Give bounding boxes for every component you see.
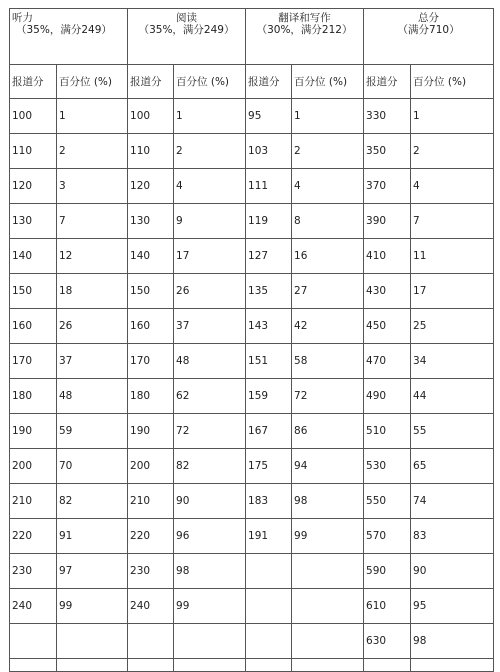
reading-percentile-cell: 90 — [174, 484, 246, 519]
translation-writing-percentile-header: 百分位 (%) — [292, 65, 364, 99]
translation-writing-percentile-cell: 1 — [292, 99, 364, 134]
reading-header — [128, 9, 246, 65]
translation-writing-percentile-cell: 42 — [292, 309, 364, 344]
total-percentile-cell: 95 — [411, 589, 494, 624]
total-score-header: 报道分 — [364, 65, 411, 99]
total-percentile-cell: 2 — [411, 134, 494, 169]
table-row — [10, 449, 494, 484]
translation-writing-percentile-cell — [292, 589, 364, 624]
total-percentile-cell: 55 — [411, 414, 494, 449]
table-row — [10, 659, 494, 672]
translation-writing-score-cell: 95 — [246, 99, 292, 134]
total-percentile-cell: 17 — [411, 274, 494, 309]
reading-percentile-cell: 99 — [174, 589, 246, 624]
listening-percentile-cell: 70 — [57, 449, 128, 484]
reading-score-cell: 230 — [128, 554, 174, 589]
translation-writing-percentile-cell: 4 — [292, 169, 364, 204]
reading-percentile-cell: 96 — [174, 519, 246, 554]
total-score-cell: 430 — [364, 274, 411, 309]
listening-score-cell: 170 — [10, 344, 57, 379]
reading-score-cell — [128, 659, 174, 672]
total-percentile-cell: 83 — [411, 519, 494, 554]
listening-percentile-cell: 97 — [57, 554, 128, 589]
listening-percentile-cell: 99 — [57, 589, 128, 624]
reading-score-cell: 190 — [128, 414, 174, 449]
translation-writing-detail: （30%，满分212） — [256, 24, 353, 36]
total-percentile-cell: 1 — [411, 99, 494, 134]
translation-writing-percentile-cell: 8 — [292, 204, 364, 239]
total-percentile-cell: 74 — [411, 484, 494, 519]
table-row — [10, 484, 494, 519]
translation-writing-score-header: 报道分 — [246, 65, 292, 99]
reading-percentile-cell: 9 — [174, 204, 246, 239]
total-percentile-cell: 34 — [411, 344, 494, 379]
reading-score-cell — [128, 624, 174, 659]
total-percentile-cell: 90 — [411, 554, 494, 589]
listening-percentile-cell: 3 — [57, 169, 128, 204]
total-score-cell — [364, 659, 411, 672]
reading-score-cell: 200 — [128, 449, 174, 484]
listening-percentile-cell: 7 — [57, 204, 128, 239]
reading-score-cell: 120 — [128, 169, 174, 204]
reading-percentile-cell — [174, 624, 246, 659]
total-score-cell: 330 — [364, 99, 411, 134]
table-row — [10, 309, 494, 344]
translation-writing-percentile-cell: 86 — [292, 414, 364, 449]
listening-percentile-cell: 37 — [57, 344, 128, 379]
translation-writing-score-cell: 191 — [246, 519, 292, 554]
translation-writing-percentile-cell: 99 — [292, 519, 364, 554]
translation-writing-percentile-cell — [292, 554, 364, 589]
listening-score-cell: 230 — [10, 554, 57, 589]
listening-score-cell — [10, 624, 57, 659]
translation-writing-score-cell — [246, 554, 292, 589]
translation-writing-percentile-cell: 16 — [292, 239, 364, 274]
listening-score-cell — [10, 659, 57, 672]
reading-score-cell: 210 — [128, 484, 174, 519]
listening-percentile-cell: 12 — [57, 239, 128, 274]
listening-score-cell: 180 — [10, 379, 57, 414]
listening-score-cell: 110 — [10, 134, 57, 169]
table-row — [10, 554, 494, 589]
translation-writing-title: 翻译和写作 — [278, 12, 331, 24]
translation-writing-score-cell: 143 — [246, 309, 292, 344]
translation-writing-score-cell: 175 — [246, 449, 292, 484]
total-score-cell: 550 — [364, 484, 411, 519]
reading-percentile-cell: 2 — [174, 134, 246, 169]
reading-percentile-cell: 62 — [174, 379, 246, 414]
translation-writing-percentile-cell: 72 — [292, 379, 364, 414]
translation-writing-score-cell: 127 — [246, 239, 292, 274]
total-score-cell: 490 — [364, 379, 411, 414]
total-score-cell: 530 — [364, 449, 411, 484]
listening-percentile-cell: 26 — [57, 309, 128, 344]
listening-percentile-cell: 1 — [57, 99, 128, 134]
total-percentile-cell — [411, 659, 494, 672]
total-score-cell: 450 — [364, 309, 411, 344]
listening-score-cell: 100 — [10, 99, 57, 134]
listening-score-cell: 130 — [10, 204, 57, 239]
reading-percentile-cell: 72 — [174, 414, 246, 449]
table-row — [10, 204, 494, 239]
total-score-cell: 590 — [364, 554, 411, 589]
total-score-cell: 470 — [364, 344, 411, 379]
reading-score-cell: 140 — [128, 239, 174, 274]
translation-writing-percentile-cell — [292, 624, 364, 659]
listening-score-cell: 160 — [10, 309, 57, 344]
listening-score-cell: 120 — [10, 169, 57, 204]
reading-score-cell: 150 — [128, 274, 174, 309]
total-percentile-cell: 44 — [411, 379, 494, 414]
table-row — [10, 134, 494, 169]
total-score-cell: 570 — [364, 519, 411, 554]
listening-title: 听力 — [12, 12, 33, 24]
translation-writing-score-cell — [246, 659, 292, 672]
listening-score-cell: 220 — [10, 519, 57, 554]
reading-score-cell: 160 — [128, 309, 174, 344]
translation-writing-percentile-cell: 2 — [292, 134, 364, 169]
listening-percentile-cell: 82 — [57, 484, 128, 519]
total-percentile-cell: 65 — [411, 449, 494, 484]
total-percentile-cell: 7 — [411, 204, 494, 239]
reading-percentile-cell: 17 — [174, 239, 246, 274]
reading-detail: （35%，满分249） — [138, 24, 235, 36]
listening-percentile-cell: 18 — [57, 274, 128, 309]
translation-writing-score-cell — [246, 589, 292, 624]
total-percentile-cell: 25 — [411, 309, 494, 344]
reading-percentile-cell: 98 — [174, 554, 246, 589]
table-row — [10, 624, 494, 659]
total-detail: （满分710） — [397, 24, 460, 36]
translation-writing-percentile-cell: 58 — [292, 344, 364, 379]
total-title: 总分 — [418, 12, 440, 24]
reading-score-header: 报道分 — [128, 65, 174, 99]
listening-header — [10, 9, 128, 65]
table-row — [10, 414, 494, 449]
reading-score-cell: 240 — [128, 589, 174, 624]
translation-writing-score-cell: 135 — [246, 274, 292, 309]
table-row — [10, 99, 494, 134]
listening-score-cell: 200 — [10, 449, 57, 484]
total-header — [364, 9, 494, 65]
reading-title: 阅读 — [176, 12, 198, 24]
listening-score-cell: 150 — [10, 274, 57, 309]
total-score-cell: 350 — [364, 134, 411, 169]
reading-percentile-cell: 4 — [174, 169, 246, 204]
listening-percentile-cell — [57, 659, 128, 672]
translation-writing-percentile-cell — [292, 659, 364, 672]
listening-percentile-cell: 2 — [57, 134, 128, 169]
listening-score-header: 报道分 — [10, 65, 57, 99]
total-score-cell: 390 — [364, 204, 411, 239]
total-percentile-cell: 11 — [411, 239, 494, 274]
translation-writing-score-cell: 159 — [246, 379, 292, 414]
listening-detail: （35%，满分249） — [16, 24, 112, 36]
total-score-cell: 410 — [364, 239, 411, 274]
table-row — [10, 379, 494, 414]
reading-percentile-cell: 82 — [174, 449, 246, 484]
translation-writing-score-cell: 167 — [246, 414, 292, 449]
translation-writing-header — [246, 9, 364, 65]
column-header-row — [10, 65, 494, 99]
reading-percentile-header: 百分位 (%) — [174, 65, 246, 99]
reading-score-cell: 110 — [128, 134, 174, 169]
table-row — [10, 344, 494, 379]
section-header-row — [10, 9, 494, 65]
reading-score-cell: 100 — [128, 99, 174, 134]
total-score-cell: 630 — [364, 624, 411, 659]
total-score-cell: 370 — [364, 169, 411, 204]
translation-writing-score-cell: 183 — [246, 484, 292, 519]
total-percentile-header: 百分位 (%) — [411, 65, 494, 99]
table-row — [10, 589, 494, 624]
table-row — [10, 169, 494, 204]
total-score-cell: 610 — [364, 589, 411, 624]
translation-writing-score-cell: 151 — [246, 344, 292, 379]
listening-score-cell: 240 — [10, 589, 57, 624]
total-score-cell: 510 — [364, 414, 411, 449]
reading-percentile-cell: 37 — [174, 309, 246, 344]
translation-writing-score-cell: 119 — [246, 204, 292, 239]
listening-score-cell: 210 — [10, 484, 57, 519]
listening-score-cell: 190 — [10, 414, 57, 449]
reading-percentile-cell: 26 — [174, 274, 246, 309]
translation-writing-score-cell — [246, 624, 292, 659]
translation-writing-score-cell: 111 — [246, 169, 292, 204]
translation-writing-percentile-cell: 27 — [292, 274, 364, 309]
reading-score-cell: 180 — [128, 379, 174, 414]
total-percentile-cell: 98 — [411, 624, 494, 659]
table-row — [10, 519, 494, 554]
total-percentile-cell: 4 — [411, 169, 494, 204]
listening-percentile-cell: 59 — [57, 414, 128, 449]
reading-percentile-cell: 1 — [174, 99, 246, 134]
translation-writing-score-cell: 103 — [246, 134, 292, 169]
reading-percentile-cell: 48 — [174, 344, 246, 379]
reading-score-cell: 220 — [128, 519, 174, 554]
listening-score-cell: 140 — [10, 239, 57, 274]
reading-score-cell: 130 — [128, 204, 174, 239]
listening-percentile-cell: 91 — [57, 519, 128, 554]
table-row — [10, 239, 494, 274]
translation-writing-percentile-cell: 94 — [292, 449, 364, 484]
score-percentile-table — [9, 8, 494, 672]
listening-percentile-header: 百分位 (%) — [57, 65, 128, 99]
listening-percentile-cell: 48 — [57, 379, 128, 414]
reading-percentile-cell — [174, 659, 246, 672]
listening-percentile-cell — [57, 624, 128, 659]
reading-score-cell: 170 — [128, 344, 174, 379]
translation-writing-percentile-cell: 98 — [292, 484, 364, 519]
table-row — [10, 274, 494, 309]
